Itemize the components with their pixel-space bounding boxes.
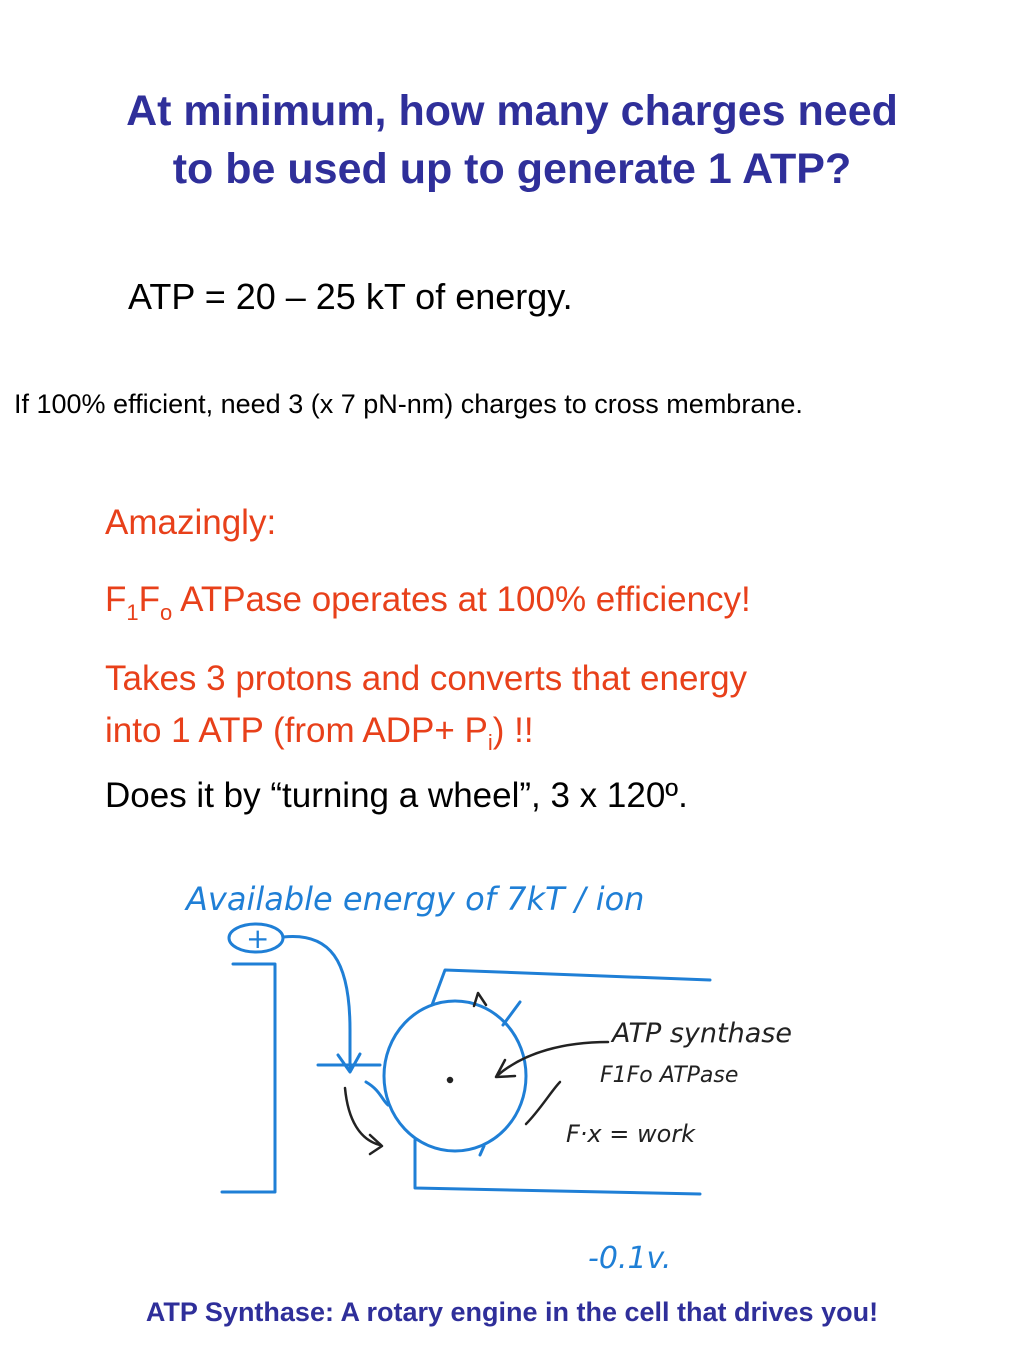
atp-energy-text: ATP = 20 – 25 kT of energy. [128,276,573,317]
pointer-arrow [498,1042,608,1075]
title-line-1: At minimum, how many charges need [126,87,898,135]
available-energy-label: Available energy of 7kT / ion [186,880,645,918]
title-line-2: to be used up to generate 1 ATP? [172,145,852,193]
f1fo-atpase-label: F1Fo ATPase [600,1063,739,1088]
plus-sign: + [246,922,270,955]
protons-line-2-post: ) !! [492,711,534,750]
atp-synthase-label: ATP synthase [612,1018,792,1049]
protons-line-2-pre: into 1 ATP (from ADP+ P [105,711,488,750]
f1fo-rest-text: ATPase operates at 100% efficiency! [172,580,751,619]
ion-flow-arrow [283,936,350,1070]
stator-bottom-line [415,1140,700,1194]
protons-line-2 [105,705,747,757]
protons-text [105,653,747,757]
f1-letter: F [105,580,127,619]
rotor-center-dot [448,1078,452,1082]
work-label: F·x = work [566,1120,696,1148]
stator-top-line [432,970,710,1005]
rotation-lower-arrow [345,1088,380,1145]
efficiency-note: If 100% efficient, need 3 (x 7 pN-nm) charges to cross membrane. [14,389,803,419]
slide-title [0,82,1024,198]
fo-subscript: o [160,600,173,625]
pi-subscript: i [487,730,493,755]
voltage-label: -0.1v. [588,1241,672,1276]
membrane-left-line [222,964,275,1192]
atp-synthase-sketch [0,820,1024,1290]
work-arc [526,1082,560,1124]
amazingly-label: Amazingly: [105,503,277,542]
f1fo-efficiency-line [105,580,751,625]
f1-subscript: 1 [126,600,139,625]
protons-line-1: Takes 3 protons and converts that energy [105,659,748,698]
wheel-text: Does it by “turning a wheel”, 3 x 120º. [105,776,688,815]
footer-caption: ATP Synthase: A rotary engine in the cell that drives you! [145,1297,879,1327]
fo-letter: F [138,580,161,619]
